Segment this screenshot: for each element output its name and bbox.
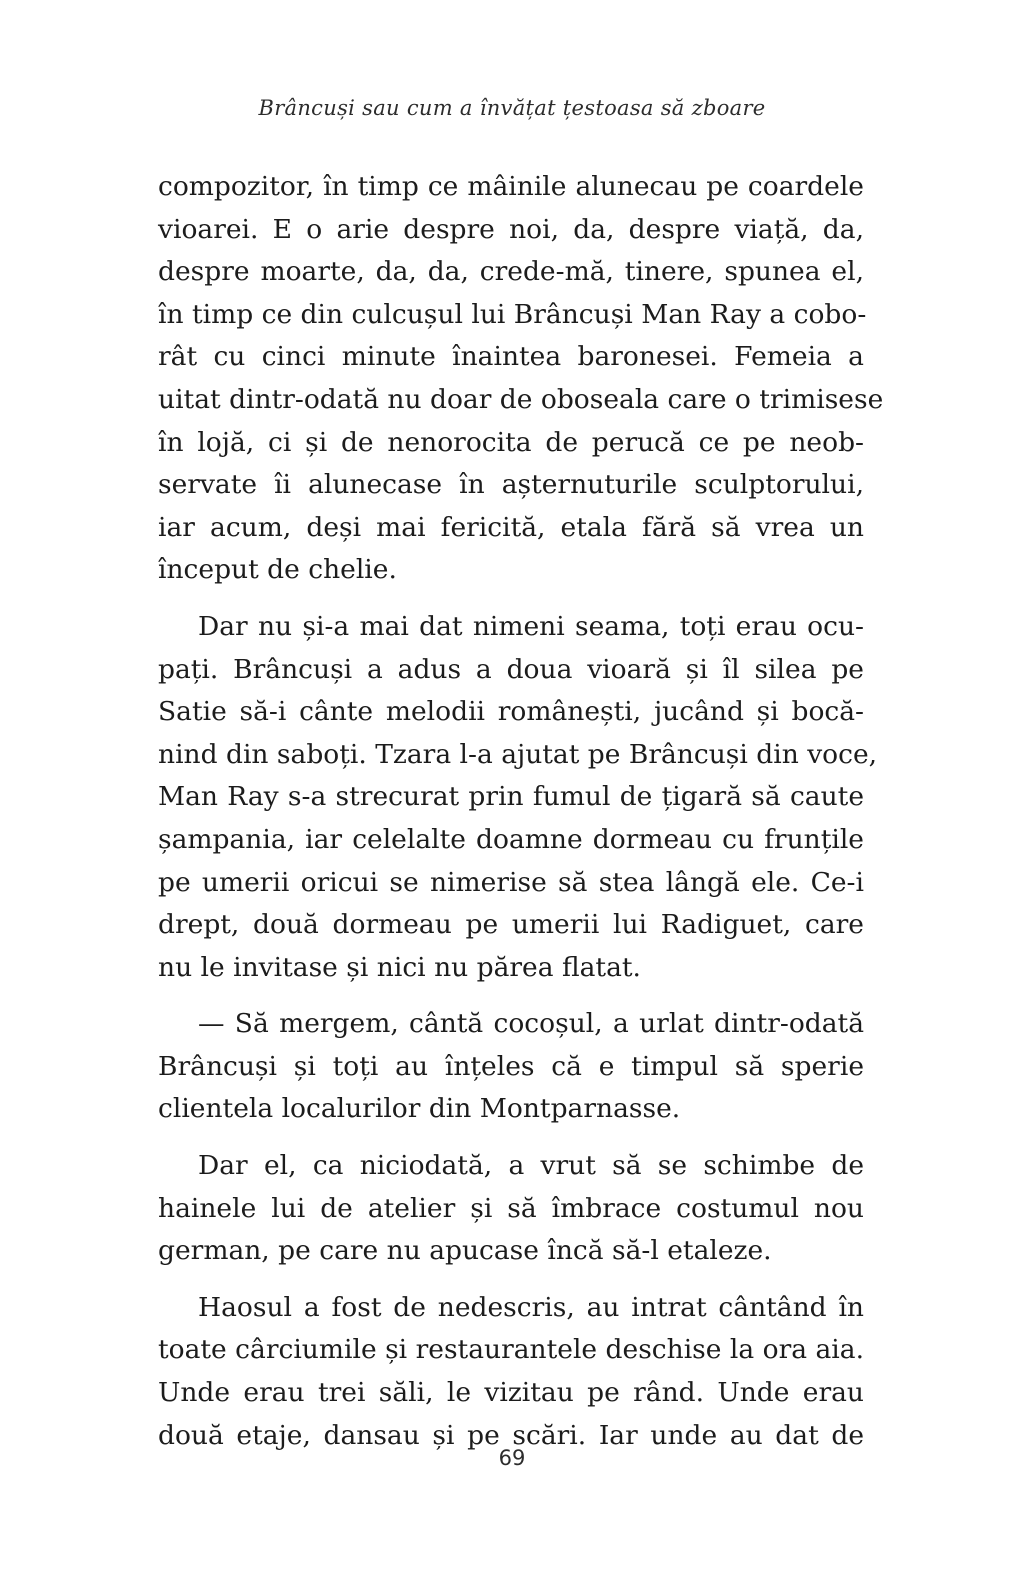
text-line: Haosul a fost de nedescris, au intrat cântând în <box>198 1291 864 1323</box>
text-line: nind din saboți. Tzara l-a ajutat pe Brâncuși din voce, <box>158 738 878 770</box>
text-line: Unde erau trei săli, le vizitau pe rând. Unde erau <box>158 1377 864 1409</box>
text-line: german, pe care nu apucase încă să-l etaleze. <box>158 1235 772 1267</box>
paragraph <box>158 606 878 989</box>
text-line: clientela localurilor din Montparnasse. <box>158 1093 681 1125</box>
text-line: șampania, iar celelalte doamne dormeau cu frunțile <box>158 823 864 855</box>
paragraph <box>158 166 884 592</box>
text-line: uitat dintr-odată nu doar de oboseala care o trimisese <box>158 383 884 415</box>
running-header: Brâncuși sau cum a învățat țestoasa să zboare <box>258 96 766 120</box>
text-line: în timp ce din culcușul lui Brâncuși Man Ray a cobo- <box>158 298 867 330</box>
text-line: despre moarte, da, da, crede-mă, tinere, spunea el, <box>158 256 864 288</box>
paragraph <box>158 1287 864 1457</box>
text-line: în lojă, ci și de nenorocita de perucă ce pe neob- <box>158 426 864 458</box>
text-line: — Să mergem, cântă cocoșul, a urlat dintr-odată <box>198 1008 864 1040</box>
text-line: început de chelie. <box>158 554 397 586</box>
text-line: Man Ray s-a strecurat prin fumul de țigară să caute <box>158 781 864 813</box>
text-line: vioarei. E o arie despre noi, da, despre viață, da, <box>158 213 864 245</box>
text-line: pe umerii oricui se nimerise să stea lângă ele. Ce-i <box>158 866 864 898</box>
text-line: hainele lui de atelier și să îmbrace costumul nou <box>158 1192 864 1224</box>
text-line: compozitor, în timp ce mâinile alunecau pe coardele <box>158 171 864 202</box>
text-line: drept, două dormeau pe umerii lui Radiguet, care <box>158 909 864 941</box>
text-line: rât cu cinci minute înaintea baronesei. Femeia a <box>158 341 864 373</box>
paragraph <box>158 1003 864 1131</box>
text-line: nu le invitase și nici nu părea flatat. <box>158 951 641 983</box>
text-line: Dar el, ca niciodată, a vrut să se schimbe de <box>198 1150 864 1182</box>
text-line: Dar nu și-a mai dat nimeni seama, toți erau ocu- <box>198 610 864 642</box>
text-line: pați. Brâncuși a adus a doua vioară și îl silea pe <box>158 653 864 685</box>
text-line: Satie să-i cânte melodii românești, jucând și bocă- <box>158 696 864 728</box>
text-line: două etaje, dansau și pe scări. Iar unde au dat de <box>158 1419 864 1451</box>
text-line: iar acum, deși mai fericită, etala fără să vrea un <box>158 511 864 543</box>
text-line: toate cârciumile și restaurantele deschise la ora aia. <box>158 1334 864 1366</box>
paragraph <box>158 1145 864 1273</box>
text-line: servate îi alunecase în așternuturile sculptorului, <box>158 469 864 501</box>
text-line: Brâncuși și toți au înțeles că e timpul să sperie <box>158 1050 864 1082</box>
page-number: 69 <box>498 1446 526 1470</box>
body-text <box>158 166 884 1457</box>
